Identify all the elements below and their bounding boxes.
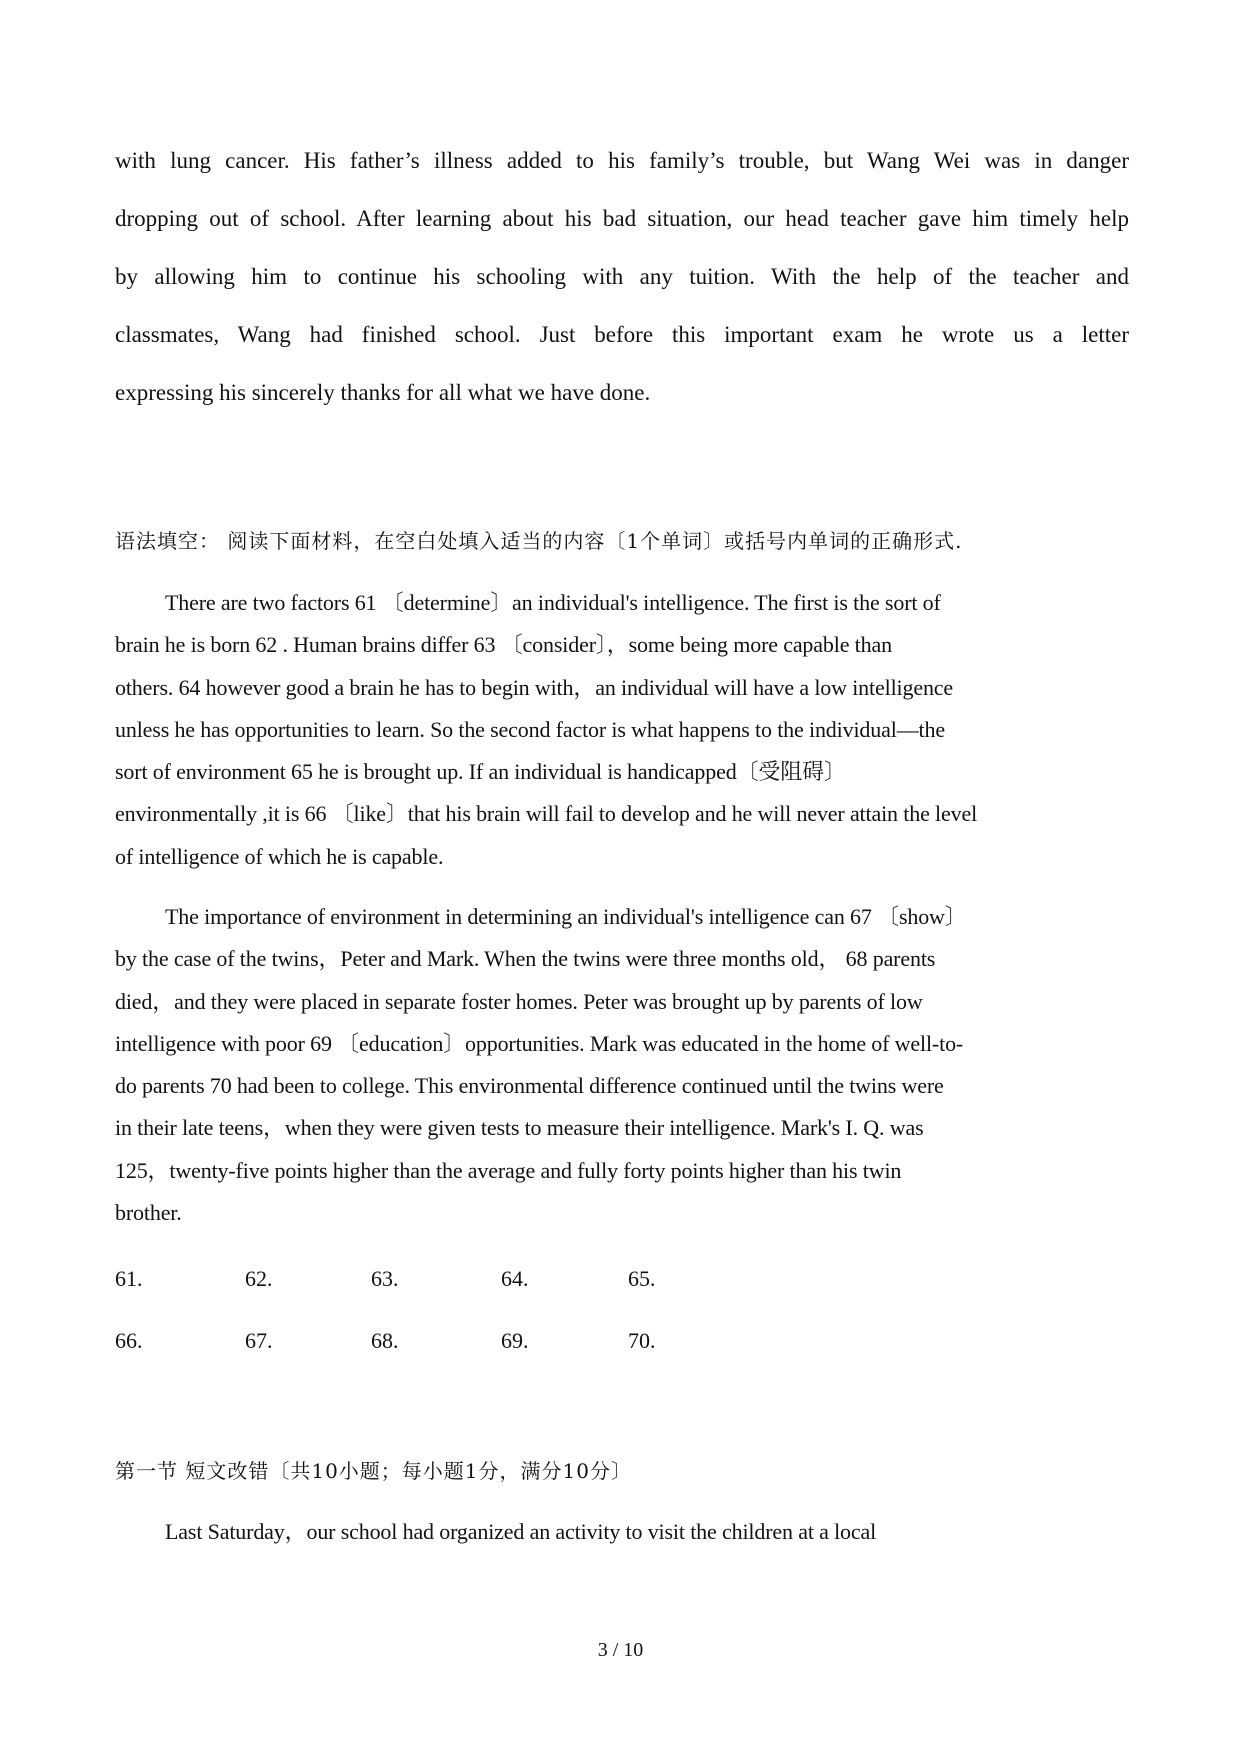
answer-blank-69: 69.: [501, 1328, 529, 1353]
paragraph-line: environmentally ,it is 66 〔like〕that his brain will fail to develop and he will never attain the level: [115, 801, 978, 827]
grammar-paragraph-1: [115, 588, 1135, 884]
page-number: 3 / 10: [597, 1639, 644, 1661]
passage-line: by allowing him to continue his schooling with any tuition. With the help of the teacher and: [115, 264, 1129, 289]
paragraph-line: The importance of environment in determining an individual's intelligence can 67 〔show〕: [165, 904, 967, 929]
answer-blank-70: 70.: [628, 1328, 656, 1353]
paragraph-line: in their late teens，when they were given tests to measure their intelligence. Mark's I. Q. was: [115, 1115, 924, 1141]
paragraph-line: died，and they were placed in separate foster homes. Peter was brought up by parents of low: [115, 988, 923, 1014]
answer-blank-62: 62.: [245, 1266, 273, 1291]
paragraph-line: of intelligence of which he is capable.: [115, 843, 444, 869]
paragraph-line: Last Saturday，our school had organized an activity to visit the children at a local: [165, 1519, 877, 1544]
answer-blank-67: 67.: [245, 1328, 273, 1353]
paragraph-line: do parents 70 had been to college. This environmental difference continued until the twins were: [115, 1073, 944, 1099]
paragraph-line: by the case of the twins，Peter and Mark. When the twins were three months old， 68 parents: [115, 946, 936, 972]
passage-line: dropping out of school. After learning about his bad situation, our head teacher gave him timely help: [115, 206, 1129, 231]
error-correction-heading: 第一节 短文改错〔共10小题；每小题1分，满分10分〕: [115, 1459, 632, 1483]
answer-blank-65: 65.: [628, 1266, 656, 1291]
paragraph-line: brother.: [115, 1200, 182, 1226]
paragraph-line: intelligence with poor 69 〔education〕opportunities. Mark was educated in the home of well-to-: [115, 1030, 964, 1056]
passage-line: expressing his sincerely thanks for all what we have done.: [115, 380, 651, 405]
grammar-paragraph-2: [115, 902, 1135, 1240]
paragraph-line: 125，twenty-five points higher than the average and fully forty points higher than his twin: [115, 1157, 902, 1183]
paragraph-line: brain he is born 62 . Human brains differ 63 〔consider〕，some being more capable than: [115, 632, 892, 658]
previous-passage: [115, 146, 1129, 436]
answer-blank-68: 68.: [371, 1328, 399, 1353]
error-correction-passage: [115, 1517, 1135, 1559]
passage-line: with lung cancer. His father’s illness added to his family’s trouble, but Wang Wei was in danger: [115, 148, 1129, 173]
passage-line: classmates, Wang had finished school. Just before this important exam he wrote us a letter: [115, 322, 1129, 347]
paragraph-line: unless he has opportunities to learn. So the second factor is what happens to the individual—the: [115, 716, 945, 742]
answer-blank-63: 63.: [371, 1266, 399, 1291]
paragraph-line: others. 64 however good a brain he has to begin with，an individual will have a low intelligence: [115, 674, 954, 700]
answer-blank-64: 64.: [501, 1266, 529, 1291]
answer-row: [115, 1326, 715, 1388]
paragraph-line: sort of environment 65 he is brought up. If an individual is handicapped〔受阻碍〕: [115, 759, 846, 785]
paragraph-line: There are two factors 61 〔determine〕an individual's intelligence. The first is the sort of: [165, 590, 941, 615]
answer-blank-66: 66.: [115, 1328, 143, 1353]
answer-row: [115, 1264, 715, 1326]
answer-blanks: [115, 1264, 715, 1388]
grammar-fill-heading: 语法填空： 阅读下面材料，在空白处填入适当的内容〔1个单词〕或括号内单词的正确形式.: [115, 529, 963, 553]
answer-blank-61: 61.: [115, 1266, 143, 1291]
